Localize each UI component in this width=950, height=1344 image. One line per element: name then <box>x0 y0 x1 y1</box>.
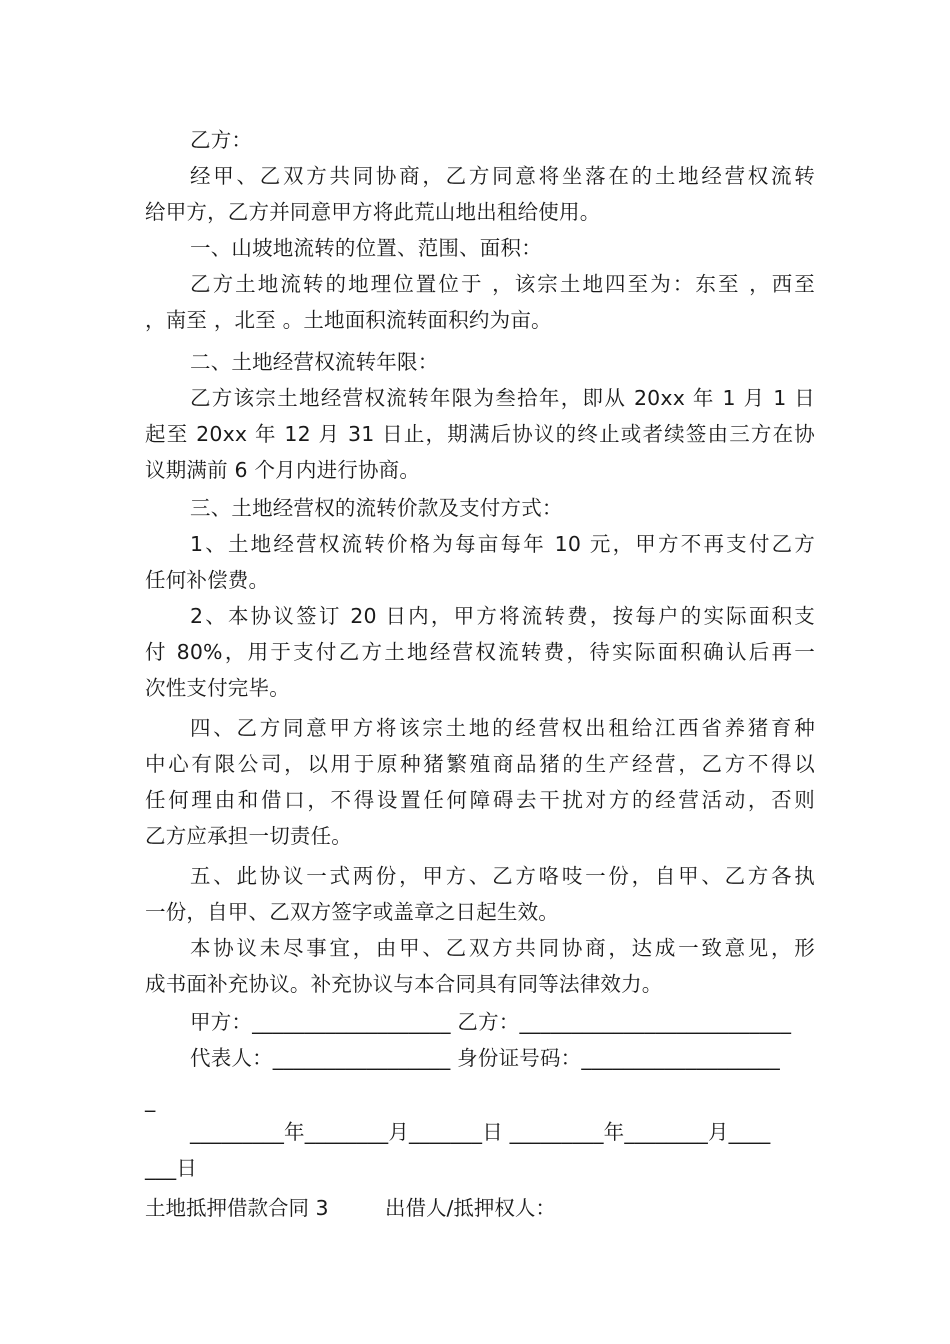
date-line-overflow: ___日 <box>145 1156 198 1180</box>
paragraph-line: 议期满前 6 个月内进行协商。 <box>145 458 421 482</box>
section-heading: 三、土地经营权的流转价款及支付方式： <box>190 496 563 520</box>
paragraph-line: 1、土地经营权流转价格为每亩每年 10 元，甲方不再支付乙方 <box>190 532 815 556</box>
lender-label: 出借人/抵押权人： <box>385 1196 556 1220</box>
paragraph-line: 乙方应承担一切责任。 <box>145 824 352 848</box>
paragraph-line: 任何补偿费。 <box>145 568 270 592</box>
date-line: _________年________月_______日 _________年________月____ <box>190 1120 771 1144</box>
section-heading: 二、土地经营权流转年限： <box>190 350 439 374</box>
paragraph-line: 五、此协议一式两份，甲方、乙方咯吱一份，自甲、乙方各执 <box>190 864 815 888</box>
paragraph-line: 2、本协议签订 20 日内，甲方将流转费，按每户的实际面积支 <box>190 604 815 628</box>
paragraph-line: 次性支付完毕。 <box>145 676 290 700</box>
paragraph-line: 乙方该宗土地经营权流转年限为叁拾年，即从 20xx 年 1 月 1 日 <box>190 386 815 410</box>
party-b-label: 乙方： <box>190 128 253 152</box>
paragraph-line: 给甲方，乙方并同意甲方将此荒山地出租给使用。 <box>145 200 601 224</box>
paragraph-line: 任何理由和借口，不得设置任何障碍去干扰对方的经营活动，否则 <box>145 788 815 812</box>
signature-line-overflow: _ <box>145 1088 156 1112</box>
paragraph-line: 成书面补充协议。补充协议与本合同具有同等法律效力。 <box>145 972 663 996</box>
paragraph-line: 付 80%，用于支付乙方土地经营权流转费，待实际面积确认后再一 <box>145 640 815 664</box>
paragraph-line: 四、乙方同意甲方将该宗土地的经营权出租给江西省养猪育种 <box>190 716 815 740</box>
paragraph-line: 起至 20xx 年 12 月 31 日止，期满后协议的终止或者续签由三方在协 <box>145 422 815 446</box>
paragraph-line: 乙方土地流转的地理位置位于 ，该宗土地四至为：东至 ，西至 <box>190 272 815 296</box>
signature-line-representative: 代表人：_________________ 身份证号码：___________________ <box>190 1046 780 1070</box>
paragraph-line: 一份，自甲、乙双方签字或盖章之日起生效。 <box>145 900 559 924</box>
signature-line-parties: 甲方：___________________ 乙方：__________________________ <box>190 1010 792 1034</box>
section-heading: 一、山坡地流转的位置、范围、面积： <box>190 236 542 260</box>
paragraph-line: 中心有限公司，以用于原种猪繁殖商品猪的生产经营，乙方不得以 <box>145 752 815 776</box>
next-contract-title: 土地抵押借款合同 3 <box>145 1196 329 1220</box>
paragraph-line: ，南至 ，北至 。土地面积流转面积约为亩。 <box>145 308 552 332</box>
paragraph-line: 经甲、乙双方共同协商，乙方同意将坐落在的土地经营权流转 <box>190 164 815 188</box>
paragraph-line: 本协议未尽事宜，由甲、乙双方共同协商，达成一致意见，形 <box>190 936 815 960</box>
